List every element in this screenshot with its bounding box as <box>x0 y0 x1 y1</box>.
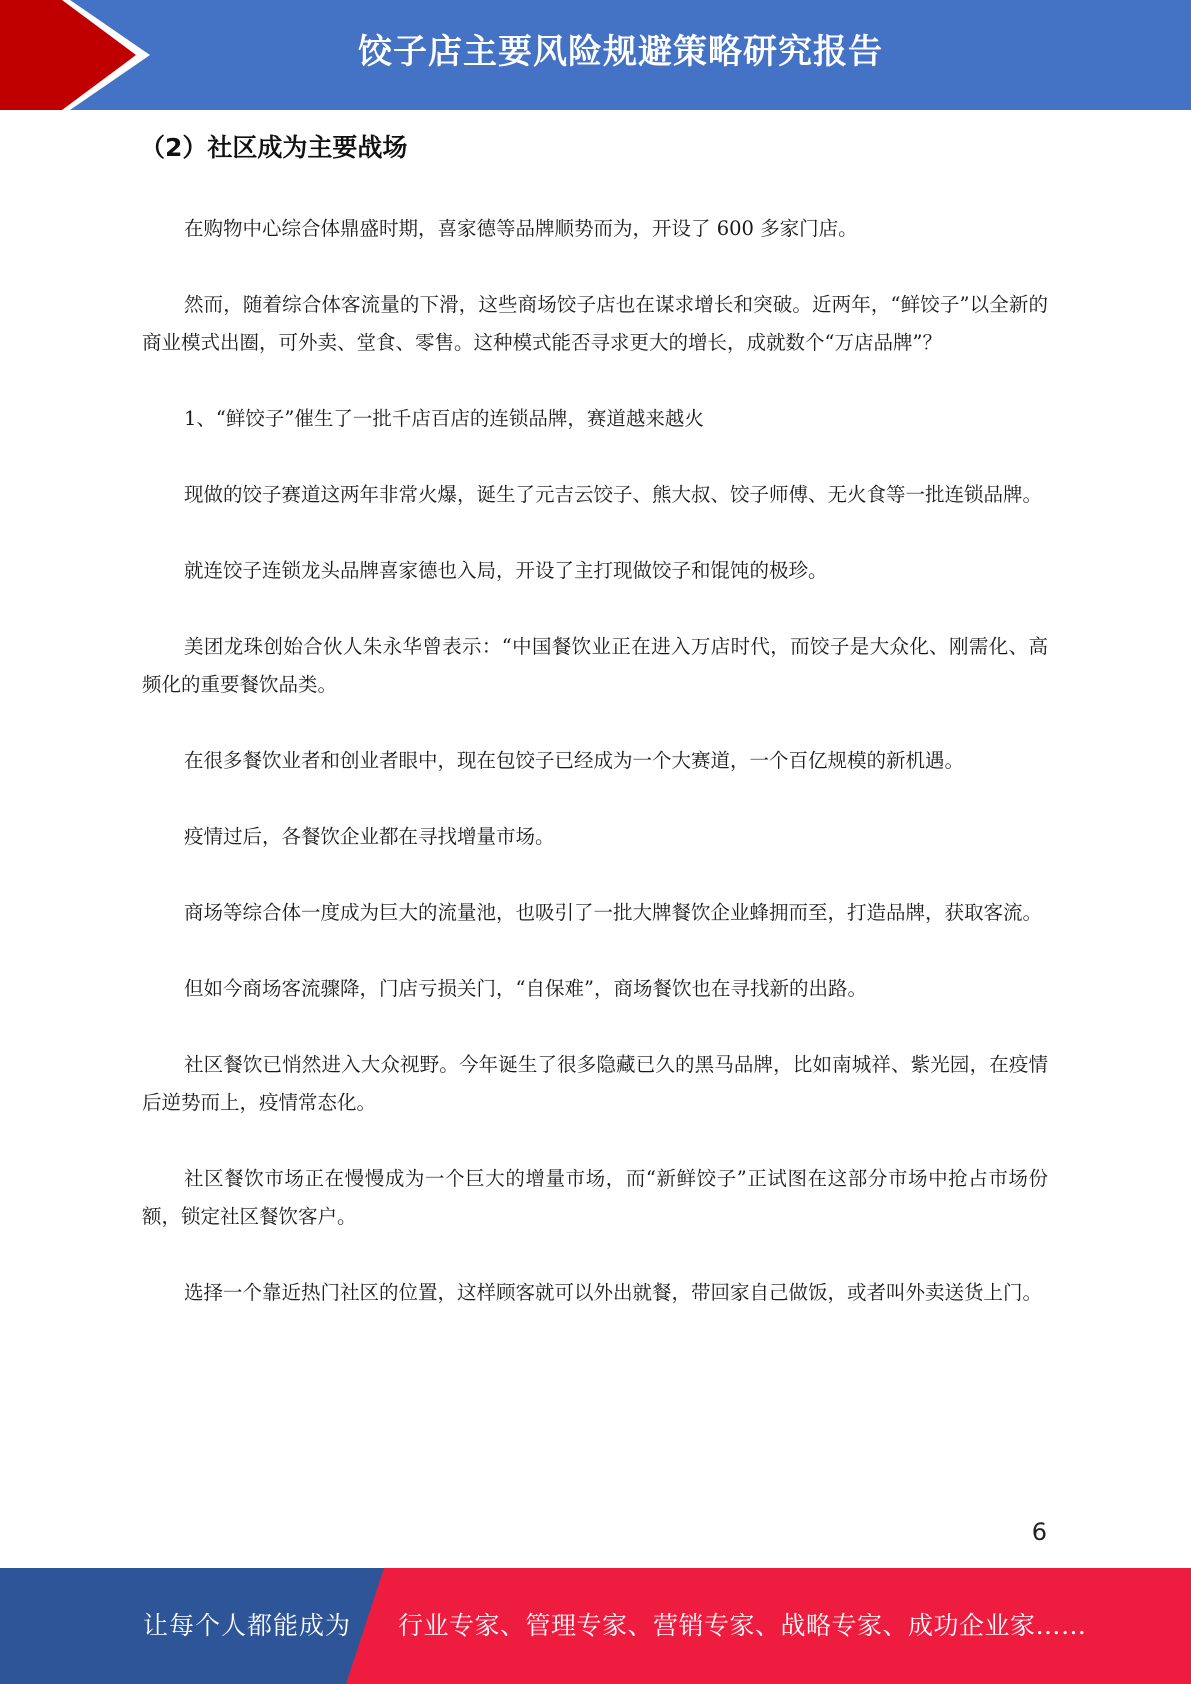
page-header <box>0 0 1191 110</box>
body-content <box>142 210 1048 1350</box>
paragraph: 选择一个靠近热门社区的位置，这样顾客就可以外出就餐，带回家自己做饭，或者叫外卖送货上门。 <box>184 1281 1043 1304</box>
page-number: 6 <box>1031 1518 1047 1546</box>
paragraph: 但如今商场客流骤降，门店亏损关门，“自保难”，商场餐饮也在寻找新的出路。 <box>184 977 867 1000</box>
paragraph: 社区餐饮已悄然进入大众视野。今年诞生了很多隐藏已久的黑马品牌，比如南城祥、紫光园，在疫情后逆势而上，疫情常态化。 <box>142 1053 1048 1114</box>
paragraph: 现做的饺子赛道这两年非常火爆，诞生了元吉云饺子、熊大叔、饺子师傅、无火食等一批连锁品牌。 <box>184 483 1043 506</box>
paragraph: 就连饺子连锁龙头品牌喜家德也入局，开设了主打现做饺子和馄饨的极珍。 <box>184 559 828 582</box>
header-title: 饺子店主要风险规避策略研究报告 <box>358 32 883 72</box>
footer-slogan-left: 让每个人都能成为 <box>143 1611 352 1640</box>
page-footer <box>0 1568 1191 1684</box>
paragraph: 疫情过后，各餐饮企业都在寻找增量市场。 <box>184 825 555 848</box>
paragraph: 在很多餐饮业者和创业者眼中，现在包饺子已经成为一个大赛道，一个百亿规模的新机遇。 <box>184 749 965 772</box>
footer-slogan-right: 行业专家、管理专家、营销专家、战略专家、成功企业家…… <box>398 1611 1087 1640</box>
paragraph: 商场等综合体一度成为巨大的流量池，也吸引了一批大牌餐饮企业蜂拥而至，打造品牌，获取客流。 <box>184 901 1043 924</box>
paragraph: 社区餐饮市场正在慢慢成为一个巨大的增量市场，而“新鲜饺子”正试图在这部分市场中抢占市场份额，锁定社区餐饮客户。 <box>142 1167 1048 1228</box>
paragraph: 在购物中心综合体鼎盛时期，喜家德等品牌顺势而为，开设了 600 多家门店。 <box>184 217 858 240</box>
header-chevron-decoration <box>0 0 160 110</box>
paragraph: 1、“鲜饺子”催生了一批千店百店的连锁品牌，赛道越来越火 <box>184 407 704 430</box>
paragraph: 美团龙珠创始合伙人朱永华曾表示：“中国餐饮业正在进入万店时代，而饺子是大众化、刚需化、高频化的重要餐饮品类。 <box>142 635 1048 696</box>
section-heading: （2）社区成为主要战场 <box>140 133 408 162</box>
paragraph: 然而，随着综合体客流量的下滑，这些商场饺子店也在谋求增长和突破。近两年，“鲜饺子”以全新的商业模式出圈，可外卖、堂食、零售。这种模式能否寻求更大的增长，成就数个“万店品牌”？ <box>142 293 1048 354</box>
